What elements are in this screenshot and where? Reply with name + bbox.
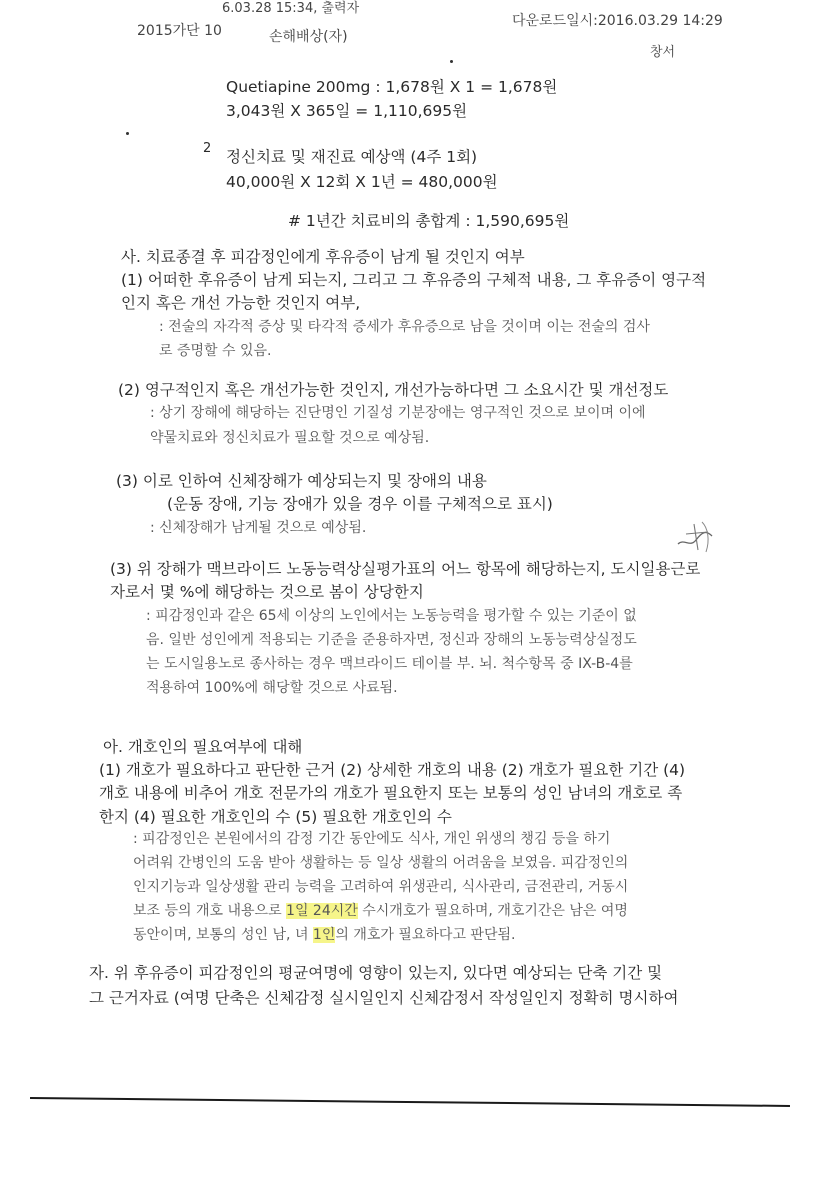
section-a-title: 아. 개호인의 필요여부에 대해 [103, 738, 303, 756]
sa-answer-4-line-1: : 피감정인과 같은 65세 이상의 노인에서는 노동능력을 평가할 수 있는 기준이 없 [146, 608, 637, 624]
sa-question-4-line-2: 자로서 몇 %에 해당하는 것으로 봄이 상당한지 [110, 583, 424, 601]
section-sa-title: 사. 치료종결 후 피감정인에게 후유증이 남게 될 것인지 여부 [121, 248, 525, 266]
sa-question-2: (2) 영구적인지 혹은 개선가능한 것인지, 개선가능하다면 그 소요시간 및 개선정도 [118, 381, 669, 399]
sa-answer-1-line-2: 로 증명할 수 있음. [159, 343, 272, 359]
a-answer-line-4-start: 보조 등의 개호 내용으로 [133, 903, 287, 919]
a-answer-line-5-end: 의 개호가 필요하다고 판단됨. [335, 927, 516, 943]
item-2-number: 2 [203, 141, 212, 156]
section-ja-line-2: 그 근거자료 (여명 단축은 신체감정 실시일인지 신체감정서 작성일인지 정확히 명시하여 [89, 989, 679, 1007]
a-question-line-3: 한지 (4) 필요한 개호인의 수 (5) 필요한 개호인의 수 [99, 808, 452, 826]
sa-answer-2-line-1: : 상기 장해에 해당하는 진단명인 기질성 기분장애는 영구적인 것으로 보이며 이에 [150, 405, 646, 421]
a-answer-line-2: 어려워 간병인의 도움 받아 생활하는 등 일상 생활의 어려움을 보였음. 피감정인의 [133, 855, 629, 871]
medication-line-2: 3,043원 X 365일 = 1,110,695원 [226, 102, 468, 120]
handwritten-initial-mark [672, 514, 718, 560]
highlighted-caregiver-count: 1인 [312, 927, 336, 943]
a-answer-line-1: : 피감정인은 본원에서의 감정 기간 동안에도 식사, 개인 위생의 챙김 등을 하기 [133, 831, 611, 847]
sa-answer-3: : 신체장해가 남게될 것으로 예상됨. [150, 520, 367, 536]
scan-speck [126, 132, 129, 135]
case-type: 손해배상(자) [269, 29, 348, 45]
highlighted-care-hours: 1일 24시간 [286, 903, 358, 919]
a-answer-line-4 [133, 904, 628, 918]
sa-question-4-line-1: (3) 위 장해가 맥브라이드 노동능력상실평가표의 어느 항목에 해당하는지, 도시일용근로 [110, 560, 701, 578]
header-print-info: 6.03.28 15:34, 출력자 [222, 1, 360, 16]
a-question-line-1: (1) 개호가 필요하다고 판단한 근거 (2) 상세한 개호의 내용 (2) 개호가 필요한 기간 (4) [99, 761, 686, 779]
medication-line-1: Quetiapine 200mg : 1,678원 X 1 = 1,678원 [226, 78, 558, 96]
item-2-title: 정신치료 및 재진료 예상액 (4주 1회) [226, 148, 478, 166]
sa-answer-4-line-3: 는 도시일용노로 종사하는 경우 맥브라이드 테이블 부. 뇌. 척수항목 중 IX-B-4를 [146, 656, 633, 672]
sa-question-1-line-1: (1) 어떠한 후유증이 남게 되는지, 그리고 그 후유증의 구체적 내용, 그 후유증이 영구적 [121, 271, 707, 289]
case-number: 2015가단 10 [137, 23, 222, 39]
sa-answer-4-line-2: 음. 일반 성인에게 적용되는 기준을 준용하자면, 정신과 장해의 노동능력상실정도 [146, 632, 637, 648]
section-ja-line-1: 자. 위 후유증이 피감정인의 평균여명에 영향이 있는지, 있다면 예상되는 단축 기간 및 [89, 964, 663, 982]
treatment-cost-total: # 1년간 치료비의 총합계 : 1,590,695원 [288, 212, 570, 230]
sa-question-3-line-1: (3) 이로 인하여 신체장해가 예상되는지 및 장애의 내용 [116, 472, 487, 490]
sa-question-1-line-2: 인지 혹은 개선 가능한 것인지 여부, [121, 294, 361, 312]
download-stamp: 다운로드일시:2016.03.29 14:29 [512, 13, 723, 29]
a-answer-line-5 [133, 928, 515, 942]
a-answer-line-5-start: 동안이며, 보통의 성인 남, 녀 [133, 927, 313, 943]
a-question-line-2: 개호 내용에 비추어 개호 전문가의 개호가 필요한지 또는 보통의 성인 남녀의 개호로 족 [99, 784, 683, 802]
a-answer-line-3: 인지기능과 일상생활 관리 능력을 고려하여 위생관리, 식사관리, 금전관리, 거동시 [133, 879, 629, 895]
page-corner-label: 창서 [650, 45, 676, 60]
scan-speck [450, 60, 453, 63]
item-2-calculation: 40,000원 X 12회 X 1년 = 480,000원 [226, 173, 498, 191]
bottom-rule [30, 1097, 790, 1107]
sa-question-3-line-2: (운동 장애, 기능 장애가 있을 경우 이를 구체적으로 표시) [167, 495, 553, 513]
sa-answer-4-line-4: 적용하여 100%에 해당할 것으로 사료됨. [146, 680, 398, 696]
sa-answer-1-line-1: : 전술의 자각적 증상 및 타각적 증세가 후유증으로 남을 것이며 이는 전술의 검사 [159, 319, 650, 335]
a-answer-line-4-end: 수시개호가 필요하며, 개호기간은 남은 여명 [357, 903, 628, 919]
sa-answer-2-line-2: 약물치료와 정신치료가 필요할 것으로 예상됨. [150, 430, 430, 446]
